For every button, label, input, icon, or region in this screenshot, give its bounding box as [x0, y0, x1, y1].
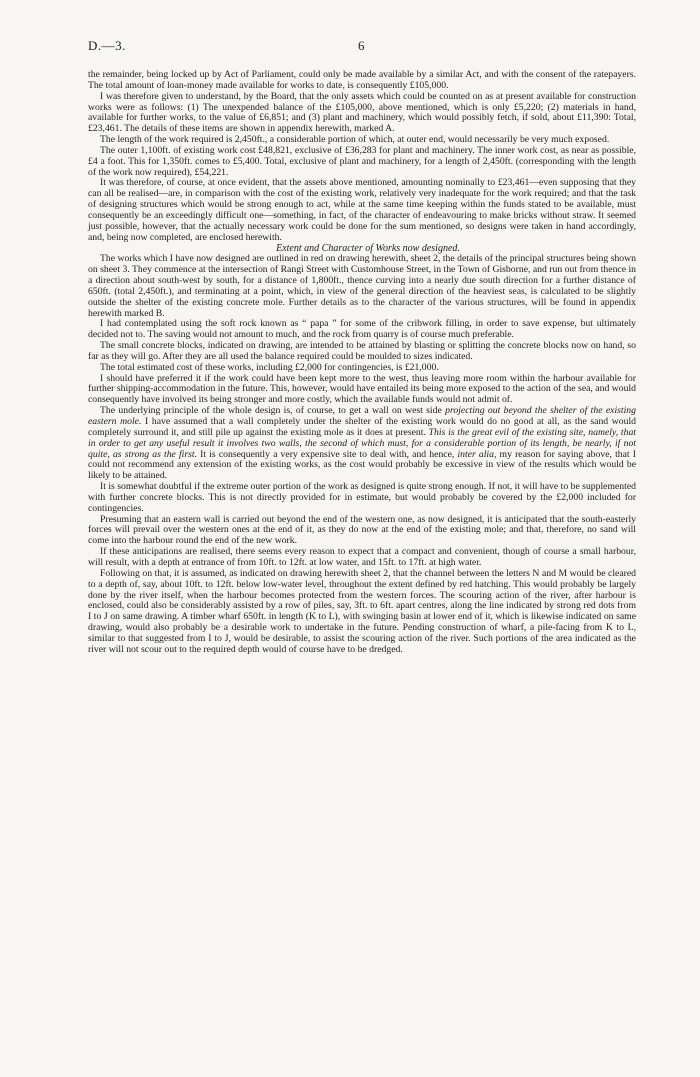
page-header — [88, 38, 630, 56]
paragraph: Presuming that an eastern wall is carried out beyond the end of the western one, as now designed, it is anticipated that the south-easterly forces will prevail over the western ones at the end of it, as they do now at the end of the existing mole; and that, therefore, no sand will come into the harbour round the end of the new work. — [88, 513, 636, 547]
paragraph: The works which I have now designed are outlined in red on drawing herewith, sheet 2, the details of the principal structures being shown on sheet 3. They commence at the intersection of Rangi Street with Customhouse Street, in the Town of Gisborne, and run out from thence in a direction about south-west by south, for a distance of 1,800ft., thence curving into a nearly due south direction for a further distance of 650ft. (total 2,450ft.), and terminating at a point, which, in view of the general direction of the heaviest seas, is calculated to be slightly outside the shelter of the existing concrete mole. Further details as to the character of the various structures, will be found in appendix herewith marked B. — [88, 253, 636, 319]
text-run: The underlying principle of the whole design is, of course, to get a wall on west side — [100, 405, 446, 417]
document-body — [88, 70, 636, 656]
section-heading: Extent and Character of Works now designed. — [276, 242, 460, 254]
paragraph: It was therefore, of course, at once evident, that the assets above mentioned, amounting nominally to £23,461—even supposing that they can all be realised—are, in comparison with the cost of the existing work, relatively very inadequate for the work required; and that the task of designing structures which would be strong enough to act, while at the same time keeping within the funds stated to be available, must consequently be an exceedingly difficult one—something, in fact, of the character of endeavouring to make bricks without straw. It seemed just possible, however, that the actually necessary work could be done for the sum mentioned, so designs were taken in hand accordingly, and, being now completed, are enclosed herewith. — [88, 177, 636, 243]
paragraph: The total estimated cost of these works, including £2,000 for contingencies, is £21,000. — [100, 361, 439, 373]
paragraph: The outer 1,100ft. of existing work cost £48,821, exclusive of £36,283 for plant and machinery. The inner work cost, as near as possible, £4 a foot. This for 1,350ft. comes to £5,400. Total, exclusive of plant and machinery, for a length of 2,450ft. (corresponding with the length of the work now required), £54,221. — [88, 144, 636, 178]
paragraph: Following on that, it is assumed, as indicated on drawing herewith sheet 2, that the channel between the letters N and M would be cleared to a depth of, say, about 10ft. to 12ft. below low-water level, throughout the extent defined by red hatching. This would probably be largely done by the river itself, when the harbour becomes protected from the western forces. The scouring action of the river, after harbour is enclosed, could also be considerably assisted by a row of piles, say, 3ft. to 6ft. apart centres, along the line indicated by strong red dots from I to J on same drawing. A timber wharf 650ft. in length (K to L), with swinging basin at lower end of it, which is likewise indicated on same drawing, would also probably be a desirable work to undertake in the future. Pending construction of wharf, a pile-facing from K to L, similar to that suggested from I to J, would be desirable, to assist the scouring action of the river. Such portions of the area indicated as the river will not scour out to the required depth would of course have to be dredged. — [88, 567, 636, 655]
text-run: It is consequently a very expensive site to deal with, and hence, — [197, 448, 458, 460]
italic-run: inter alia, — [457, 448, 497, 460]
italic-run: projecting out beyond the shelter of the existing eastern mole. — [88, 405, 636, 427]
paragraph: The small concrete blocks, indicated on drawing, are intended to be attained by blasting or splitting the concrete blocks now on hand, so far as they will go. After they are all used the balance required could be moulded to sizes indicated. — [88, 340, 636, 362]
paragraph: I should have preferred it if the work could have been kept more to the west, thus leaving more room within the harbour available for further shipping-accommodation in the future. This, however, would have entailed its being more exposed to the action of the sea, and would consequently have involved its being stronger and more costly, which the available funds would not admit of. — [88, 372, 636, 406]
paragraph-principle — [88, 406, 636, 482]
text-run: my reason for saying above, that I could not recommend any extension of the existing works, as the cost would probably be excessive in view of the results which would be likely to be attained. — [88, 448, 636, 482]
paragraph: If these anticipations are realised, there seems every reason to expect that a compact and convenient, though of course a small harbour, will result, with a depth at entrance of from 10ft. to 12ft. at low water, and 15ft. to 17ft. at high water. — [88, 546, 636, 568]
page-number: 6 — [358, 38, 365, 53]
paragraph: I had contemplated using the soft rock known as “ papa ” for some of the cribwork filling, in order to save expense, but ultimately decided not to. The saving would not amount to much, and the rock from quarry is of course much preferable. — [88, 318, 636, 341]
paragraph: I was therefore given to understand, by the Board, that the only assets which could be counted on as at present available for construction works were as follows: (1) The unexpended balance of the £105,000, above mentioned, which is only £5,220; (2) materials in hand, available for further works, to the value of £6,851; and (3) plant and machinery, which would possibly fetch, if sold, about £11,390: Total, £23,461. The details of these items are shown in appendix herewith, marked A. — [88, 90, 636, 135]
text-run: I have assumed that a wall completely under the shelter of the existing work would do no good at all, as the sand would completely surround it, and still pile up against the existing mole as it does at present. — [88, 416, 636, 438]
paragraph: the remainder, being locked up by Act of Parliament, could only be made available by a similar Act, and with the consent of the ratepayers. The total amount of loan-money made available for works to date, is consequently £105,000. — [88, 69, 636, 91]
paragraph: The length of the work required is 2,450ft., a considerable portion of which, at outer end, would necessarily be very much exposed. — [100, 134, 610, 146]
section-reference: D.—3. — [88, 38, 126, 53]
italic-run: This is the great evil of the existing site, namely, that in order to get any useful result it involves two walls, the second of which must, for a considerable portion of its length, be nearly, if not quite, as strong as the first. — [88, 426, 636, 460]
paragraph: It is somewhat doubtful if the extreme outer portion of the work as designed is quite strong enough. If not, it will have to be supplemented with further concrete blocks. This is not directly provided for in estimate, but would probably be covered by the £2,000 included for contingencies. — [88, 481, 636, 514]
